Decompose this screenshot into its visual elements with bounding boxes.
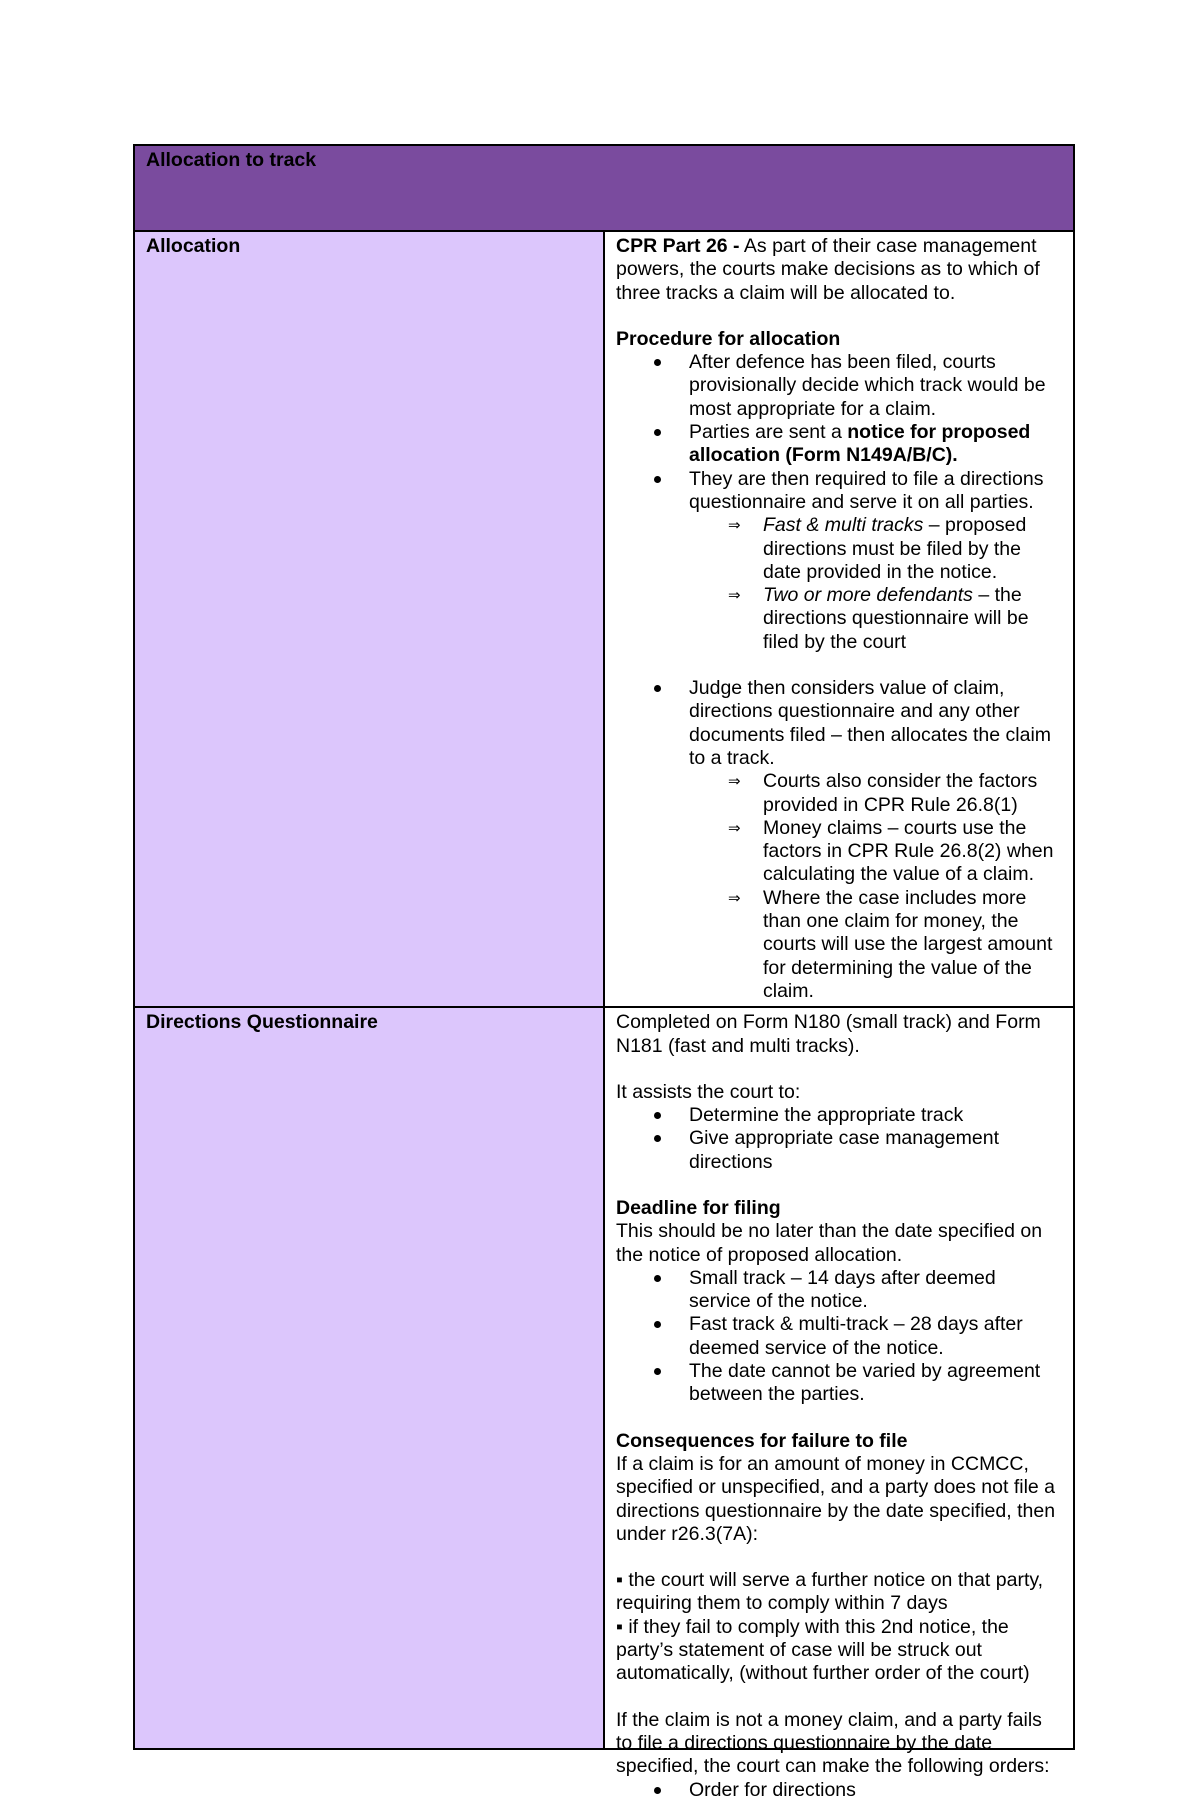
consequence-item: ▪ the court will serve a further notice on that party, requiring them to comply within 7 days (616, 1569, 1044, 1615)
allocation-label-cell (134, 231, 604, 1007)
directions-intro: Completed on Form N180 (small track) and Form N181 (fast and multi tracks). (616, 1011, 1041, 1057)
sub-item-term: Fast & multi tracks (763, 514, 924, 537)
list-item: After defence has been filed, courts provisionally decide which track would be most appropriate for a claim. (616, 351, 1062, 421)
cpr-part-label: CPR Part 26 - (616, 235, 740, 257)
sub-list (616, 770, 1062, 1003)
consequences-text: If a claim is for an amount of money in CCMCC, specified or unspecified, and a party does not file a directions questionnaire by the date specified, then under r26.3(7A): (616, 1452, 1056, 1545)
sub-list-item: ⇒ Courts also consider the factors provided in CPR Rule 26.8(1) (616, 770, 1062, 817)
list-item: The date cannot be varied by agreement between the parties. (616, 1360, 1062, 1407)
list-item: Order for directions (616, 1779, 1062, 1802)
procedure-list (616, 351, 1062, 514)
directions-row (134, 1007, 1074, 1749)
directions-label: Directions Questionnaire (146, 1011, 378, 1034)
directions-content (616, 1011, 1062, 1801)
sub-item-term: Two or more defendants (763, 584, 973, 607)
sub-list (616, 514, 1062, 654)
list-item (616, 421, 1062, 468)
list-item: Fast track & multi-track – 28 days after deemed service of the notice. (616, 1313, 1062, 1360)
allocation-intro (616, 235, 1062, 305)
judge-list (616, 677, 1062, 770)
procedure-heading: Procedure for allocation (616, 327, 841, 350)
sub-list-item: ⇒ Where the case includes more than one claim for money, the courts will use the largest amount for determining the value of the claim. (616, 887, 1062, 1003)
sub-item-text: – the directions questionnaire will be filed by the court (763, 584, 1029, 653)
list-item-text: Parties are sent a (689, 421, 848, 444)
list-item: Give appropriate case management directions (616, 1127, 1062, 1174)
table-title: Allocation to track (146, 149, 317, 171)
sub-list-item: ⇒ Money claims – courts use the factors in CPR Rule 26.8(2) when calculating the value of a claim. (616, 817, 1062, 887)
sub-list-item (616, 584, 1062, 654)
list-item: Small track – 14 days after deemed service of the notice. (616, 1267, 1062, 1314)
consequence-item: ▪ if they fail to comply with this 2nd notice, the party’s statement of case will be struck out automatically, (without further order of the court) (616, 1615, 1030, 1685)
sub-item-text: – proposed directions must be filed by the date provided in the notice. (763, 514, 1027, 583)
table-header-cell (134, 145, 1074, 231)
consequences-heading: Consequences for failure to file (616, 1429, 908, 1452)
nonmoney-text: If the claim is not a money claim, and a party fails to file a directions questionnaire by the date specified, the court can make the following orders: (616, 1708, 1050, 1778)
form-reference: notice for proposed allocation (Form N149A/B/C). (689, 421, 1031, 467)
assist-list (616, 1104, 1062, 1174)
allocation-table (133, 144, 1075, 1801)
directions-label-cell (134, 1007, 604, 1749)
list-item: Determine the appropriate track (616, 1104, 1062, 1127)
assists-text: It assists the court to: (616, 1080, 801, 1103)
list-item: They are then required to file a directions questionnaire and serve it on all parties. (616, 468, 1062, 515)
allocation-row (134, 231, 1074, 1007)
sub-list-item (616, 514, 1062, 584)
directions-content-cell (604, 1007, 1074, 1801)
deadline-heading: Deadline for filing (616, 1196, 781, 1219)
list-item: Judge then considers value of claim, directions questionnaire and any other documents filed – then allocates the claim to a track. (616, 677, 1062, 770)
allocation-intro-text: As part of their case management powers, the courts make decisions as to which of three tracks a claim will be allocated to. (616, 235, 1040, 304)
allocation-content-cell (604, 231, 1074, 1007)
deadline-text: This should be no later than the date specified on the notice of proposed allocation. (616, 1220, 1043, 1266)
orders-list (616, 1779, 1062, 1802)
header-row (134, 145, 1074, 231)
allocation-label: Allocation (146, 235, 241, 257)
deadline-list (616, 1267, 1062, 1407)
